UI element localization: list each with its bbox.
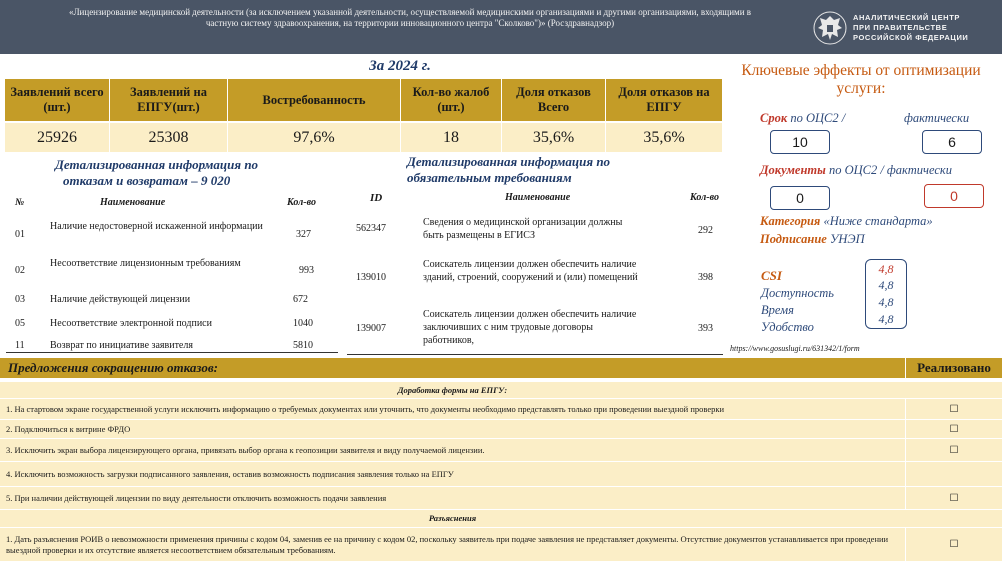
stat-value: 97,6% [228, 123, 401, 152]
implemented-checkbox[interactable] [905, 462, 1002, 486]
proposals-section-form: Доработка формы на ЕПГУ: [397, 385, 508, 395]
stat-label: Доля отказов Всего [502, 79, 606, 121]
stat-refusals-epgu [606, 79, 723, 152]
proposal-text: 1. Дать разъяснения РОИВ о невозможности применения причины с кодом 04, заменив ее на причину с кодом 02, поскольку заявитель при подаче заявления не представляет документы. Отсутствие документов устанавливается при проведении выездной проверки и их отсутствие является несоответствием обязательным требованиям. [6, 533, 889, 555]
requirements-bottom-divider [347, 354, 723, 355]
refusal-num: 05 [15, 318, 25, 329]
term-actual-value: 6 [922, 130, 982, 154]
proposals-title: Предложения сокращению отказов: [8, 360, 218, 375]
refusal-count: 327 [296, 229, 311, 240]
proposal-text: 3. Исключить экран выбора лицензирующего органа, привязать выбор органа к геопозиции заявителя и виду получаемой лицензии. [6, 444, 485, 455]
csi-values-box [865, 259, 907, 329]
csi-label: CSI [761, 268, 782, 283]
implemented-checkbox[interactable]: ☐ [905, 439, 1002, 461]
stat-total [5, 79, 110, 152]
stat-label: Заявлений всего (шт.) [5, 79, 110, 121]
analytic-center-name: АНАЛИТИЧЕСКИЙ ЦЕНТР ПРИ ПРАВИТЕЛЬСТВЕ РОССИЙСКОЙ ФЕДЕРАЦИИ [853, 13, 969, 42]
requirements-col-id: ID [370, 192, 383, 204]
refusal-name: Наличие недостоверной искаженной информации [50, 221, 263, 232]
requirement-name: Соискатель лицензии должен обеспечить наличие заключивших с ним трудовые договоры работников, [423, 309, 637, 346]
requirement-id: 139010 [356, 272, 386, 283]
proposal-text: 4. Исключить возможность загрузки подписанного заявления, оставив возможность подписания заявления только на ЕПГУ [6, 468, 454, 479]
stat-value: 18 [401, 123, 502, 152]
implemented-checkbox[interactable]: ☐ [905, 420, 1002, 438]
implemented-column-header: Реализовано [905, 358, 1002, 378]
refusal-num: 11 [15, 340, 25, 351]
proposal-row [0, 487, 1002, 510]
stat-value: 35,6% [502, 123, 606, 152]
key-effects-title: Ключевые эффекты от оптимизации услуги: [741, 62, 981, 97]
implemented-checkbox[interactable]: ☐ [905, 528, 1002, 561]
refusal-name: Несоответствие лицензионным требованиям [50, 258, 241, 269]
refusals-title: Детализированная информация по отказам и возвратам – 9 020 [55, 157, 259, 188]
requirement-name: Сведения о медицинской организации должны быть размещены в ЕГИСЗ [423, 217, 623, 241]
csi-value: 4,8 [878, 262, 894, 276]
category-row: Категория «Ниже стандарта» [760, 214, 933, 228]
csi-item-availability: Доступность [761, 286, 834, 300]
refusals-col-num: № [15, 197, 25, 208]
requirement-id: 562347 [356, 223, 386, 234]
requirement-count: 393 [698, 323, 713, 334]
stat-label: Доля отказов на ЕПГУ [606, 79, 723, 121]
csi-value: 4,8 [878, 312, 894, 326]
proposal-row [0, 528, 1002, 562]
refusal-count: 672 [293, 294, 308, 305]
page-title: «Лицензирование медицинской деятельности (за исключением указанной деятельности, осуществляемой медицинскими организациями и другими организациями, входящими в частную систему здравоохранения, на территории инновационного центра "Сколково")» (Росздравнадзор) [68, 7, 752, 28]
requirement-name: Соискатель лицензии должен обеспечить наличие зданий, строений, сооружений и (или) помещений [423, 259, 638, 283]
stat-label: Заявлений на ЕПГУ(шт.) [110, 79, 228, 121]
refusal-name: Возврат по инициативе заявителя [50, 340, 193, 351]
stat-complaints [401, 79, 502, 152]
term-fact-label: фактически [904, 111, 970, 125]
requirement-id: 139007 [356, 323, 386, 334]
year-title: За 2024 г. [369, 58, 431, 74]
requirements-title: Детализированная информация по обязательным требованиям [407, 154, 611, 185]
requirement-count: 398 [698, 272, 713, 283]
header-bar [0, 0, 1002, 54]
refusals-bottom-divider [6, 352, 338, 353]
refusal-num: 03 [15, 294, 25, 305]
stat-value: 35,6% [606, 123, 723, 152]
proposal-text: 5. При наличии действующей лицензии по виду деятельности отключить возможность подачи заявления [6, 492, 387, 503]
stat-value: 25308 [110, 123, 228, 152]
stat-value: 25926 [5, 123, 110, 152]
service-url[interactable]: https://www.gosuslugi.ru/631342/1/form [730, 344, 860, 353]
docs-ocs-value: 0 [770, 186, 830, 210]
csi-value: 4,8 [878, 278, 894, 292]
csi-item-time: Время [761, 303, 794, 317]
refusal-num: 02 [15, 265, 25, 276]
refusal-count: 5810 [293, 340, 313, 351]
requirement-count: 292 [698, 225, 713, 236]
docs-actual-value: 0 [924, 184, 984, 208]
refusals-col-count: Кол-во [287, 197, 316, 208]
requirements-col-count: Кол-во [690, 192, 719, 203]
csi-item-convenience: Удобство [761, 320, 814, 334]
csi-value: 4,8 [878, 295, 894, 309]
docs-label: Документы по ОЦС2 / фактически [760, 163, 953, 177]
stat-epgu [110, 79, 228, 152]
implemented-checkbox[interactable]: ☐ [905, 487, 1002, 509]
refusal-num: 01 [15, 229, 25, 240]
stat-demand [228, 79, 401, 152]
proposals-header [0, 358, 1002, 378]
proposal-text: 2. Подключиться к витрине ФРДО [6, 423, 131, 434]
stat-refusals-total [502, 79, 606, 152]
term-label: Срок по ОЦС2 / [760, 111, 846, 125]
term-ocs-value: 10 [770, 130, 830, 154]
proposal-row [0, 399, 1002, 420]
implemented-checkbox[interactable]: ☐ [905, 399, 1002, 419]
requirements-col-name: Наименование [505, 192, 571, 203]
proposal-text: 1. На стартовом экране государственной услуги исключить информацию о требуемых документах или уточнить, что документы необходимо представлять только при проведении выездной проверки [6, 403, 725, 414]
proposal-row [0, 420, 1002, 439]
signing-row: Подписание УНЭП [760, 232, 865, 246]
stat-label: Востребованность [228, 79, 401, 121]
refusal-count: 1040 [293, 318, 313, 329]
stats-table [5, 79, 723, 152]
proposal-row [0, 462, 1002, 487]
refusal-name: Наличие действующей лицензии [50, 294, 191, 305]
eagle-emblem-icon [812, 10, 848, 46]
proposal-row [0, 439, 1002, 462]
proposals-section-clarifications: Разъяснения [428, 513, 477, 523]
stat-label: Кол-во жалоб (шт.) [401, 79, 502, 121]
refusal-count: 993 [299, 265, 314, 276]
refusal-name: Несоответствие электронной подписи [50, 318, 212, 329]
refusals-col-name: Наименование [100, 197, 166, 208]
